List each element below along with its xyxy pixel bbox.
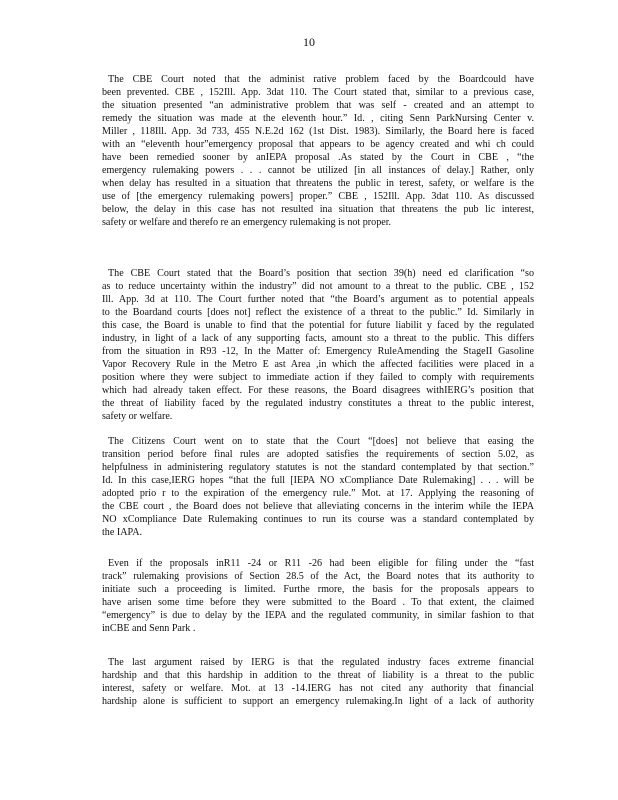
text-line: helpfulness in administering regulatory statutes is not the standard contemplated by that section.” — [102, 462, 534, 473]
paragraph-fast-track — [102, 557, 534, 635]
text-line: which had already taken effect. For these reasons, the Board disagrees withIERG’s position that — [102, 385, 534, 396]
text-line: track” rulemaking provisions of Section 28.5 of the Act, the Board notes that its authority to — [102, 571, 534, 582]
text-line: this case, the Board is unable to find that the potential for future liabilit y faced by the regulated — [102, 320, 534, 331]
paragraph-board-position — [102, 267, 534, 423]
text-line: safety or welfare and therefo re an emergency rulemaking is not proper. — [102, 217, 392, 228]
text-line: with an “eleventh hour”emergency proposal that appears to be agency created and whi ch could — [102, 139, 534, 150]
text-line: when delay has resulted in a situation that threatens the public in terest, safety, or welfare is the — [102, 178, 534, 189]
text-line: the threat of liability faced by the regulated industry constitutes a threat to the public interest, — [102, 398, 534, 409]
text-line: have arisen some time before they were submitted to the Board . To that extent, the claimed — [102, 597, 534, 608]
text-line: to the Boardand courts [does not] reflect the existence of a threat to the public.” Id. Similarly in — [102, 307, 534, 318]
text-line: hardship and that this hardship in addition to the threat of liability is a threat to the public — [102, 670, 534, 681]
text-line: below, the delay in this case has not resulted ina situation that threatens the pub lic interest, — [102, 204, 534, 215]
text-line: The CBE Court stated that the Board’s position that section 39(h) need ed clarification “so — [108, 268, 534, 279]
text-line: Even if the proposals inR11 -24 or R11 -26 had been eligible for filing under the “fast — [108, 558, 534, 569]
text-line: from the situation in R93 -12, In the Matter of: Emergency RuleAmending the StageII Gasoline — [102, 346, 534, 357]
text-line: emergency rulemaking powers . . . cannot be utilized [in all instances of delay.] Rather, only — [102, 165, 534, 176]
text-line: hardship alone is sufficient to support an emergency rulemaking.In light of a lack of authority — [102, 696, 534, 707]
text-line: Id. In this case,IERG hopes “that the full [IEPA NO xCompliance Date Rulemaking] . . . will be — [102, 475, 534, 486]
text-line: inCBE and Senn Park . — [102, 623, 196, 634]
paragraph-financial-hardship — [102, 656, 534, 708]
paragraph-cbe-delay — [102, 73, 534, 229]
text-line: Miller , 118Ill. App. 3d 733, 455 N.E.2d 162 (1st Dist. 1983). Similarly, the Board here is faced — [102, 126, 534, 137]
text-line: remedy the situation was made at the eleventh hour.” Id. , citing Senn ParkNursing Center v. — [102, 113, 534, 124]
text-line: transition period before final rules are adopted satisfies the requirements of section 5.02, as — [102, 449, 534, 460]
text-line: initiate such a proceeding is limited. Furthe rmore, the basis for the proposals appears to — [102, 584, 534, 595]
text-line: The last argument raised by IERG is that the regulated industry faces extreme financial — [108, 657, 534, 668]
text-line: The Citizens Court went on to state that the Court “[does] not believe that easing the — [108, 436, 534, 447]
paragraph-citizens-court — [102, 435, 534, 539]
text-line: the IAPA. — [102, 527, 143, 538]
text-line: been prevented. CBE , 152Ill. App. 3dat 110. The Court stated that, similar to a previous case, — [102, 87, 534, 98]
text-line: safety or welfare. — [102, 411, 173, 422]
text-line: The CBE Court noted that the administ rative problem faced by the Boardcould have — [108, 74, 534, 85]
text-line: “emergency” is due to delay by the IEPA and the regulated community, in similar fashion to that — [102, 610, 534, 621]
text-line: industry, in light of a lack of any supporting facts, amount sto a threat to the public. This differs — [102, 333, 534, 344]
text-line: position where they were subject to immediate action if they failed to comply with requirements — [102, 372, 534, 383]
text-line: the situation presented “an administrative problem that was self - created and an attempt to — [102, 100, 534, 111]
text-line: have been remedied sooner by anIEPA proposal .As stated by the Court in CBE , “the — [102, 152, 534, 163]
page-number: 10 — [303, 35, 315, 49]
text-line: adopted prio r to the expiration of the emergency rule.” Mot. at 17. Applying the reasoning of — [102, 488, 534, 499]
text-line: the CBE court , the Board does not believe that alleviating concerns in the interim while the IEPA — [102, 501, 534, 512]
text-line: interest, safety or welfare. Mot. at 13 -14.IERG has not cited any authority that financial — [102, 683, 534, 694]
text-line: Ill. App. 3d at 110. The Court further noted that “the Board’s argument as to potential appeals — [102, 294, 534, 305]
text-line: Vapor Recovery Rule in the Metro E ast Area ,in which the affected facilities were placed in a — [102, 359, 534, 370]
text-line: as to reduce uncertainty within the industry” did not amount to a threat to the public. CBE , 152 — [102, 281, 534, 292]
text-line: use of [the emergency rulemaking powers] proper.” CBE , 152Ill. App. 3dat 110. As discussed — [102, 191, 534, 202]
text-line: NO xCompliance Date Rulemaking continues to run its course was a standard contemplated by — [102, 514, 534, 525]
